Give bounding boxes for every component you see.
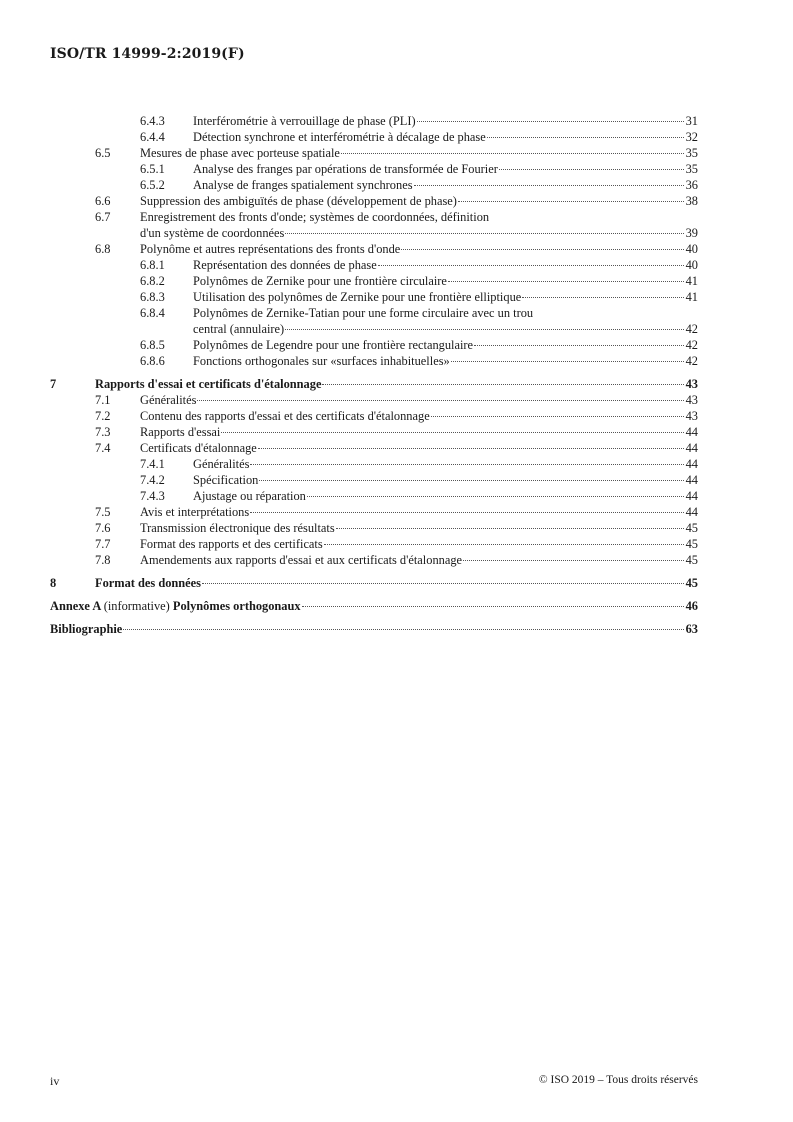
toc-entry-6-8-1[interactable] bbox=[50, 257, 698, 273]
toc-entry-page: 39 bbox=[685, 226, 698, 240]
toc-entry-7-1[interactable] bbox=[50, 392, 698, 408]
toc-entry-title: Généralités bbox=[193, 457, 250, 471]
toc-entry-title: Polynômes de Legendre pour une frontière rectangulaire bbox=[193, 338, 474, 352]
toc-entry-page: 44 bbox=[685, 425, 698, 439]
toc-entry-page: 44 bbox=[685, 505, 698, 519]
toc-entry-page: 45 bbox=[685, 576, 698, 590]
toc-entry-6-5-1[interactable] bbox=[50, 161, 698, 177]
toc-entry-page: 44 bbox=[685, 473, 698, 487]
leader-dots bbox=[401, 249, 683, 250]
toc-entry-page: 35 bbox=[685, 162, 698, 176]
leader-dots bbox=[258, 448, 684, 449]
toc-entry-page: 45 bbox=[685, 537, 698, 551]
toc-entry-6-8[interactable] bbox=[50, 241, 698, 257]
toc-entry-number: 8 bbox=[50, 576, 57, 590]
toc-entry-number: 7.4.3 bbox=[140, 489, 165, 503]
toc-entry-page: 44 bbox=[685, 457, 698, 471]
toc-entry-6-8-4[interactable] bbox=[50, 305, 698, 337]
leader-dots bbox=[431, 416, 684, 417]
toc-entry-number: 6.8 bbox=[95, 242, 111, 256]
leader-dots bbox=[197, 400, 683, 401]
leader-dots bbox=[499, 169, 684, 170]
toc-entry-page: 63 bbox=[685, 622, 698, 636]
toc-entry-6-4-3[interactable] bbox=[50, 113, 698, 129]
toc-entry-number: 7.7 bbox=[95, 537, 111, 551]
toc-entry-title: Format des données bbox=[95, 576, 202, 590]
toc-entry-number: 6.4.4 bbox=[140, 130, 165, 144]
toc-entry-title: Analyse de franges spatialement synchrones bbox=[193, 178, 413, 192]
toc-entry-number: 7.5 bbox=[95, 505, 111, 519]
toc-entry-number: 6.6 bbox=[95, 194, 111, 208]
toc-entry-title: Transmission électronique des résultats bbox=[140, 521, 335, 535]
leader-dots bbox=[378, 265, 684, 266]
leader-dots bbox=[324, 544, 684, 545]
leader-dots bbox=[341, 153, 684, 154]
leader-dots bbox=[123, 629, 683, 630]
toc-entry-number: 7.4.1 bbox=[140, 457, 165, 471]
toc-entry-7-7[interactable] bbox=[50, 536, 698, 552]
toc-entry-page: 42 bbox=[685, 338, 698, 352]
toc-entry-7[interactable] bbox=[50, 376, 698, 392]
toc-entry-number: 7.4 bbox=[95, 441, 111, 455]
leader-dots bbox=[285, 233, 683, 234]
toc-entry-title bbox=[50, 598, 301, 614]
toc-entry-title: Interférométrie à verrouillage de phase (PLI) bbox=[193, 114, 416, 128]
leader-dots bbox=[322, 384, 683, 385]
toc-entry-page: 42 bbox=[685, 354, 698, 368]
toc-entry-title: Polynômes de Zernike pour une frontière circulaire bbox=[193, 274, 447, 288]
document-header-title: ISO/TR 14999-2:2019(F) bbox=[50, 46, 245, 62]
toc-entry-page: 32 bbox=[685, 130, 698, 144]
toc-entry-title: Polynôme et autres représentations des fronts d'onde bbox=[140, 242, 401, 256]
toc-entry-7-4-3[interactable] bbox=[50, 488, 698, 504]
toc-entry-7-8[interactable] bbox=[50, 552, 698, 568]
toc-entry-page: 41 bbox=[685, 274, 698, 288]
leader-dots bbox=[474, 345, 684, 346]
toc-entry-number: 7.2 bbox=[95, 409, 111, 423]
toc-entry-6-5[interactable] bbox=[50, 145, 698, 161]
toc-entry-title: Amendements aux rapports d'essai et aux certificats d'étalonnage bbox=[140, 553, 463, 567]
toc-entry-number: 6.5.1 bbox=[140, 162, 165, 176]
toc-entry-6-8-3[interactable] bbox=[50, 289, 698, 305]
toc-entry-number: 6.8.6 bbox=[140, 354, 165, 368]
toc-entry-number: 6.8.1 bbox=[140, 258, 165, 272]
toc-entry-title: Format des rapports et des certificats bbox=[140, 537, 323, 551]
toc-entry-title-line2: central (annulaire) bbox=[193, 322, 285, 336]
leader-dots bbox=[250, 512, 683, 513]
toc-entry-title: Spécification bbox=[193, 473, 259, 487]
toc-entry-page: 40 bbox=[685, 258, 698, 272]
toc-entry-title: Rapports d'essai bbox=[140, 425, 221, 439]
leader-dots bbox=[250, 464, 683, 465]
toc-entry-title: Généralités bbox=[140, 393, 197, 407]
toc-entry-page: 44 bbox=[685, 441, 698, 455]
toc-entry-8[interactable] bbox=[50, 575, 698, 591]
leader-dots bbox=[451, 361, 684, 362]
toc-entry-title: Ajustage ou réparation bbox=[193, 489, 306, 503]
toc-entry-title-line1: Enregistrement des fronts d'onde; systèmes de coordonnées, définition bbox=[140, 210, 490, 224]
toc-entry-page: 46 bbox=[685, 599, 698, 613]
toc-entry-6-8-5[interactable] bbox=[50, 337, 698, 353]
leader-dots bbox=[202, 583, 684, 584]
toc-entry-title-line1: Polynômes de Zernike-Tatian pour une forme circulaire avec un trou bbox=[193, 306, 534, 320]
toc-entry-page: 35 bbox=[685, 146, 698, 160]
leader-dots bbox=[414, 185, 684, 186]
leader-dots bbox=[458, 201, 684, 202]
toc-entry-title: Fonctions orthogonales sur «surfaces inhabituelles» bbox=[193, 354, 450, 368]
leader-dots bbox=[463, 560, 684, 561]
toc-entry-title: Mesures de phase avec porteuse spatiale bbox=[140, 146, 340, 160]
footer-copyright: © ISO 2019 – Tous droits réservés bbox=[538, 1074, 698, 1086]
toc-entry-bibliography[interactable] bbox=[50, 621, 698, 637]
toc-entry-page: 44 bbox=[685, 489, 698, 503]
leader-dots bbox=[285, 329, 683, 330]
toc-entry-7-4-1[interactable] bbox=[50, 456, 698, 472]
toc-entry-number: 6.7 bbox=[95, 210, 111, 224]
toc-entry-7-4-2[interactable] bbox=[50, 472, 698, 488]
toc-entry-page: 45 bbox=[685, 553, 698, 567]
toc-entry-number: 6.8.2 bbox=[140, 274, 165, 288]
toc-entry-annex-a[interactable] bbox=[50, 598, 698, 614]
toc-entry-page: 45 bbox=[685, 521, 698, 535]
toc-entry-7-2[interactable] bbox=[50, 408, 698, 424]
toc-entry-title: Certificats d'étalonnage bbox=[140, 441, 257, 455]
toc-entry-7-3[interactable] bbox=[50, 424, 698, 440]
toc-entry-page: 43 bbox=[685, 377, 698, 391]
toc-entry-page: 38 bbox=[685, 194, 698, 208]
leader-dots bbox=[259, 480, 683, 481]
toc-entry-title: Bibliographie bbox=[50, 622, 123, 636]
toc-entry-title: Analyse des franges par opérations de transformée de Fourier bbox=[193, 162, 498, 176]
toc-entry-6-6[interactable] bbox=[50, 193, 698, 209]
leader-dots bbox=[417, 121, 684, 122]
toc-entry-6-7[interactable] bbox=[50, 209, 698, 241]
toc-entry-page: 36 bbox=[685, 178, 698, 192]
toc-entry-number: 7.4.2 bbox=[140, 473, 165, 487]
leader-dots bbox=[487, 137, 684, 138]
leader-dots bbox=[448, 281, 684, 282]
toc-entry-page: 40 bbox=[685, 242, 698, 256]
toc-entry-7-4[interactable] bbox=[50, 440, 698, 456]
toc-entry-title: Détection synchrone et interférométrie à décalage de phase bbox=[193, 130, 486, 144]
toc-entry-title: Rapports d'essai et certificats d'étalonnage bbox=[95, 377, 322, 391]
toc-entry-6-8-6[interactable] bbox=[50, 353, 698, 369]
toc-entry-number: 7 bbox=[50, 377, 57, 391]
toc-entry-title: Utilisation des polynômes de Zernike pour une frontière elliptique bbox=[193, 290, 522, 304]
toc-entry-number: 7.8 bbox=[95, 553, 111, 567]
table-of-contents bbox=[50, 113, 698, 637]
toc-entry-page: 31 bbox=[685, 114, 698, 128]
footer-page-number: iv bbox=[50, 1074, 60, 1088]
annex-label: Annexe A bbox=[50, 599, 101, 613]
toc-entry-6-4-4[interactable] bbox=[50, 129, 698, 145]
toc-entry-number: 6.8.5 bbox=[140, 338, 165, 352]
toc-entry-number: 7.6 bbox=[95, 521, 111, 535]
toc-entry-7-5[interactable] bbox=[50, 504, 698, 520]
toc-entry-number: 6.5.2 bbox=[140, 178, 165, 192]
toc-entry-number: 6.8.3 bbox=[140, 290, 165, 304]
toc-entry-page: 43 bbox=[685, 409, 698, 423]
annex-title: Polynômes orthogonaux bbox=[172, 599, 301, 613]
toc-entry-7-6[interactable] bbox=[50, 520, 698, 536]
leader-dots bbox=[307, 496, 684, 497]
leader-dots bbox=[302, 606, 684, 607]
toc-entry-page: 43 bbox=[685, 393, 698, 407]
toc-entry-title-line2: d'un système de coordonnées bbox=[140, 226, 285, 240]
leader-dots bbox=[336, 528, 684, 529]
toc-entry-page: 41 bbox=[685, 290, 698, 304]
toc-entry-6-8-2[interactable] bbox=[50, 273, 698, 289]
toc-entry-title: Représentation des données de phase bbox=[193, 258, 377, 272]
toc-entry-title: Suppression des ambiguïtés de phase (développement de phase) bbox=[140, 194, 457, 208]
toc-entry-number: 6.8.4 bbox=[140, 306, 165, 320]
toc-entry-page: 42 bbox=[685, 322, 698, 336]
leader-dots bbox=[221, 432, 683, 433]
toc-entry-number: 6.4.3 bbox=[140, 114, 165, 128]
toc-entry-number: 6.5 bbox=[95, 146, 111, 160]
toc-entry-number: 7.3 bbox=[95, 425, 111, 439]
toc-entry-6-5-2[interactable] bbox=[50, 177, 698, 193]
leader-dots bbox=[522, 297, 683, 298]
toc-entry-title: Avis et interprétations bbox=[140, 505, 250, 519]
toc-entry-number: 7.1 bbox=[95, 393, 111, 407]
toc-entry-title: Contenu des rapports d'essai et des certificats d'étalonnage bbox=[140, 409, 430, 423]
annex-qualifier: (informative) bbox=[103, 599, 170, 613]
